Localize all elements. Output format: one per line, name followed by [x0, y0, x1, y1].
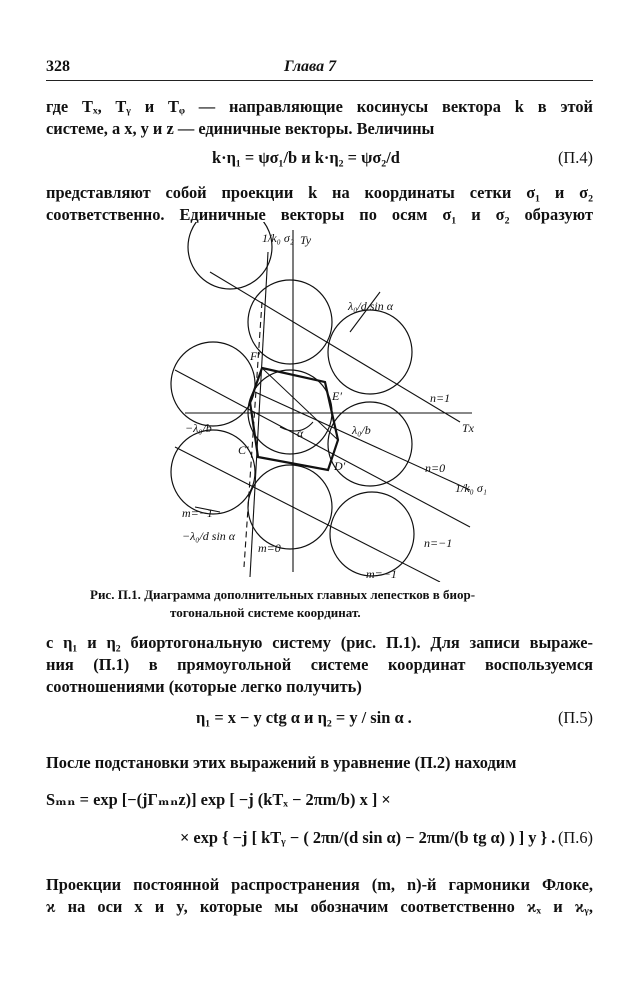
label-lambda-dsin-top: λ₀/d sin α [348, 299, 394, 313]
label-n0: n=0 [425, 461, 446, 475]
n0-line [175, 370, 470, 527]
label-point-e: E′ [332, 389, 342, 403]
text-line: Проекции постоянной распространения (m, n)-й гармоники Флоке, [46, 875, 593, 894]
paragraph-1 [46, 96, 593, 140]
equation-formula: η₁ = x − y ctg α и η₂ = y / sin α . [196, 708, 412, 727]
lattice-circle [328, 310, 412, 394]
label-lambda-b-left: −λ₀/b [185, 421, 212, 435]
equation-number: (П.5) [557, 708, 593, 727]
lattice-circle [330, 492, 414, 576]
text-line: системе, а x, y и z — единичные векторы. Величины [46, 119, 435, 138]
equation-formula: × exp { −j [ kTᵧ − ( 2πn/(d sin α) − 2πm/(b tg α) ) ] y } . [180, 828, 556, 847]
label-mm1-left: m=−1 [182, 506, 213, 520]
header-rule [46, 80, 593, 81]
equation-formula: Sₘₙ = exp [−(jΓₘₙz)] exp [ −j (kTₓ − 2πm/b) x ] × [46, 790, 391, 809]
text-line: После подстановки этих выражений в уравнение (П.2) находим [46, 753, 517, 772]
text-line: соответственно. Единичные векторы по осям σ₁ и σ₂ образуют [46, 205, 593, 224]
equation-p4 [46, 148, 593, 176]
label-m0: m=0 [258, 541, 281, 555]
label-nm1: n=−1 [424, 536, 453, 550]
equation-number: (П.6) [557, 828, 593, 847]
paragraph-2 [46, 182, 593, 226]
page-header [46, 58, 595, 80]
text-line: с η₁ и η₂ биортогональную систему (рис. П.1). Для записи выраже- [46, 633, 593, 652]
equation-p5 [46, 708, 593, 736]
paragraph-5 [46, 874, 593, 918]
label-n1: n=1 [430, 391, 451, 405]
text-line: представляют собой проекции k на координаты сетки σ₁ и σ₂ [46, 183, 593, 202]
label-point-f: F′ [250, 349, 260, 363]
label-point-d: D′ [334, 459, 346, 473]
figure-caption [90, 586, 550, 622]
lattice-circle [248, 465, 332, 549]
equation-formula: k·η₁ = ψσ₁/b и k·η₂ = ψσ₂/d [212, 148, 400, 167]
label-lambda-b-right: λ₀/b [352, 423, 371, 437]
caption-line: тогональной системе координат. [170, 605, 361, 620]
sigma1-axis [255, 392, 470, 490]
label-alpha: α [297, 426, 304, 440]
label-ty: Ty [300, 233, 312, 247]
figure-p1-diagram [0, 222, 639, 582]
hexagon-region [250, 368, 338, 470]
label-k-sigma1: 1/k₀ σ₁ [455, 481, 487, 495]
text-line: соотношениями (которые легко получить) [46, 677, 362, 696]
caption-line: Рис. П.1. Диаграмма дополнительных главных лепестков в биор- [90, 587, 476, 602]
paragraph-4 [46, 752, 593, 774]
equation-p6-line2 [46, 828, 593, 856]
running-head: Глава 7 [284, 58, 337, 75]
label-mm1-bottom: m=−1 [366, 567, 397, 581]
text-line: ния (П.1) в прямоугольной системе координат воспользуемся [46, 655, 593, 674]
page-number: 328 [46, 58, 70, 75]
text-line: ϰ на оси x и y, которые мы обозначим соответственно ϰₓ и ϰᵧ, [46, 897, 593, 916]
lattice-circle [188, 222, 272, 289]
label-lambda-dsin-bottom: −λ₀/d sin α [182, 529, 236, 543]
label-point-c: C′ [238, 443, 249, 457]
equation-number: (П.4) [557, 148, 593, 167]
label-tx: Tx [462, 421, 474, 435]
label-k-sigma2: 1/k₀ σ₂ [262, 231, 294, 245]
paragraph-3 [46, 632, 593, 698]
equation-p6-line1 [46, 790, 593, 818]
text-line: где Tₓ, Tᵧ и Tᵩ — направляющие косинусы вектора k в этой [46, 97, 593, 116]
